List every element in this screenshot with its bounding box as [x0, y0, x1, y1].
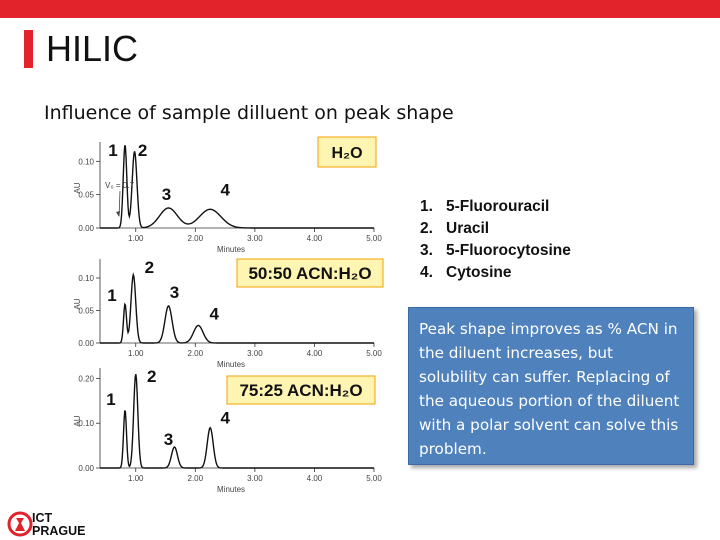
- peak-label: 1: [107, 286, 117, 305]
- chromatogram-figure: [0, 130, 400, 500]
- y-tick-label: 0.05: [78, 190, 94, 200]
- y-tick-label: 0.00: [78, 464, 94, 473]
- peak-label: 1: [108, 141, 118, 160]
- peak-label: 3: [163, 429, 174, 449]
- top-red-bar: [0, 0, 720, 18]
- diluent-label: H₂O: [331, 145, 363, 162]
- peak-label: 2: [147, 367, 157, 386]
- x-tick-label: 5.00: [366, 234, 382, 243]
- peak-legend-item: [420, 262, 571, 284]
- peak-legend-item: [420, 218, 571, 240]
- peak-number: 2.: [420, 220, 433, 237]
- x-tick-label: 4.00: [306, 349, 323, 358]
- x-tick-label: 2.00: [187, 349, 204, 358]
- x-tick-label: 1.00: [127, 474, 144, 483]
- diluent-label: 50:50 ACN:H₂O: [248, 264, 372, 283]
- y-axis-label: AU: [73, 182, 82, 194]
- peak-label: 4: [220, 180, 230, 200]
- x-tick-label: 5.00: [366, 349, 382, 358]
- y-tick-label: 0.00: [78, 339, 94, 348]
- peak-legend-item: [420, 240, 571, 262]
- y-axis-label: AU: [73, 415, 82, 427]
- title-accent-bar: [24, 30, 33, 68]
- x-tick-label: 3.00: [247, 474, 263, 483]
- x-axis-label: Minutes: [217, 245, 246, 254]
- x-tick-label: 4.00: [306, 474, 323, 483]
- logo-text: [32, 512, 85, 538]
- peak-number: 4.: [420, 264, 433, 281]
- logo-line-1: ICT: [32, 511, 53, 525]
- note-box: [408, 307, 694, 465]
- peak-compound: 5-Fluorouracil: [446, 198, 550, 215]
- slide-subtitle: Influence of sample dilluent on peak shape: [44, 102, 454, 124]
- y-tick-label: 0.05: [78, 306, 94, 316]
- note-text: Peak shape improves as % ACN in the diluent increases, but solubility can suffer. Replacing of the aqueous portion of the diluent with a polar solvent can solve this problem.: [419, 320, 680, 458]
- peak-compound: Uracil: [446, 220, 490, 237]
- peak-label: 1: [106, 389, 116, 409]
- x-tick-label: 3.00: [247, 349, 263, 358]
- void-volume-annotation: V₀ = 0.7: [105, 181, 134, 190]
- y-tick-label: 0.10: [78, 157, 94, 167]
- peak-number: 3.: [420, 242, 433, 259]
- x-tick-label: 1.00: [127, 234, 144, 243]
- x-axis-label: Minutes: [217, 360, 246, 369]
- logo-line-2: PRAGUE: [32, 524, 86, 538]
- peak-legend-item: [420, 196, 571, 218]
- logo-flask: [15, 518, 25, 531]
- peak-number: 1.: [420, 198, 433, 215]
- x-tick-label: 2.00: [187, 474, 204, 483]
- x-tick-label: 3.00: [247, 234, 263, 243]
- x-tick-label: 4.00: [306, 234, 323, 243]
- y-tick-label: 0.00: [78, 224, 94, 233]
- x-tick-label: 2.00: [187, 234, 204, 243]
- x-tick-label: 1.00: [127, 349, 144, 358]
- peak-compound: 5-Fluorocytosine: [446, 242, 571, 259]
- void-volume-arrowhead: [116, 211, 120, 217]
- y-tick-label: 0.10: [78, 274, 94, 283]
- y-tick-label: 0.20: [78, 374, 94, 384]
- peak-label: 2: [144, 258, 155, 277]
- peak-compound: Cytosine: [446, 264, 512, 281]
- y-axis-label: AU: [73, 298, 82, 310]
- peak-legend: [420, 196, 571, 284]
- peak-label: 3: [161, 185, 172, 204]
- peak-label: 4: [220, 408, 230, 428]
- x-axis-label: Minutes: [217, 485, 246, 494]
- x-tick-label: 5.00: [366, 474, 382, 483]
- slide-title: HILIC: [46, 28, 139, 69]
- diluent-label: 75:25 ACN:H₂O: [239, 381, 363, 400]
- peak-label: 2: [137, 141, 148, 160]
- peak-label: 4: [209, 304, 220, 324]
- peak-label: 3: [169, 282, 180, 302]
- y-tick-label: 0.10: [78, 419, 94, 429]
